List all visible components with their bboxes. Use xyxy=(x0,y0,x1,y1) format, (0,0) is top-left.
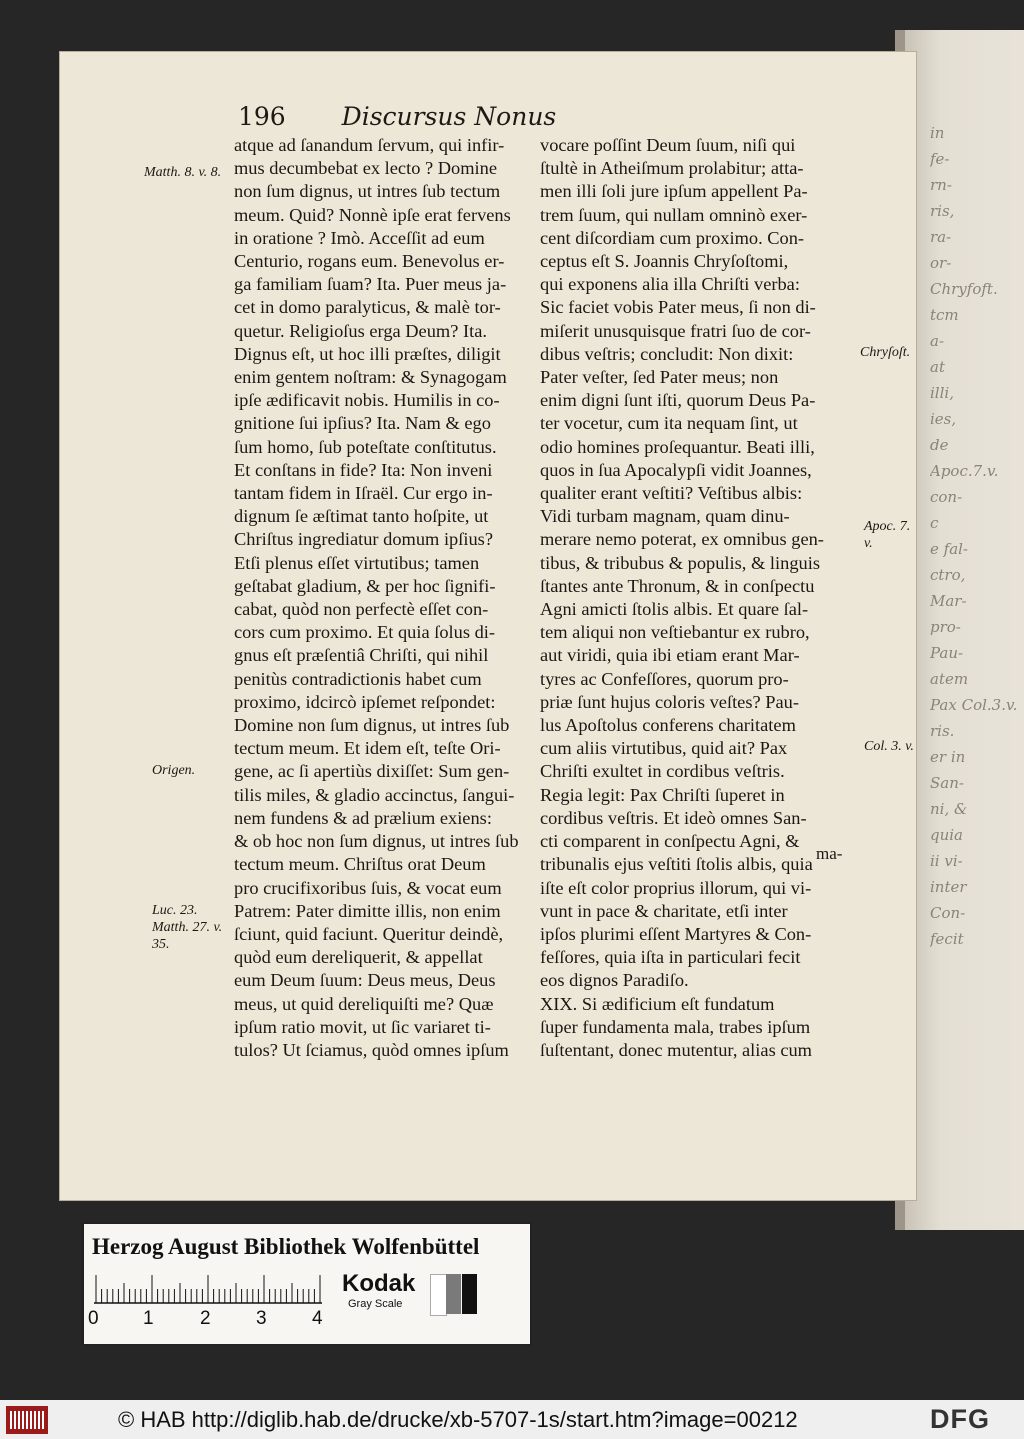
ghost-text-line: inter xyxy=(930,878,967,896)
ghost-text-line: Pau- xyxy=(930,644,964,662)
text-line: tectum meum. Et idem eſt, teſte Ori- xyxy=(234,738,501,759)
text-line: Regia legit: Pax Chriſti ſuperet in xyxy=(540,784,785,805)
page-header xyxy=(238,102,556,131)
ghost-text-line: illi, xyxy=(930,384,954,402)
text-line: eos dignos Paradiſo. xyxy=(540,970,689,991)
library-color-card xyxy=(82,1222,532,1346)
margin-note-origen: Origen. xyxy=(152,763,196,778)
text-line: XIX. Si ædificium eſt fundatum xyxy=(540,993,775,1014)
text-line: Sic faciet vobis Pater meus, ſi non di- xyxy=(540,297,816,318)
text-line: cordibus veſtris. Et ideò omnes San- xyxy=(540,807,807,828)
text-line: pro crucifixoribus ſuis, & vocat eum xyxy=(234,877,502,898)
text-line: ga familiam ſuam? Ita. Puer meus ja- xyxy=(234,274,507,295)
text-line: aut viridi, quia ibi etiam erant Mar- xyxy=(540,645,800,666)
ghost-text-line: a- xyxy=(930,332,945,350)
ruler-scale xyxy=(94,1274,324,1304)
text-line: tilis miles, & gladio accinctus, ſangui- xyxy=(234,784,515,805)
text-line: tibus, & tribubus & populis, & linguis xyxy=(540,552,820,573)
ghost-text-line: rn- xyxy=(930,176,952,194)
text-line: odio homines proſequantur. Beati illi, xyxy=(540,436,815,457)
ghost-text-line: or- xyxy=(930,254,952,272)
text-line: Patrem: Pater dimitte illis, non enim xyxy=(234,900,501,921)
text-line: quetur. Religioſus erga Deum? Ita. xyxy=(234,320,487,341)
text-line: meum. Quid? Nonnè ipſe erat fervens xyxy=(234,204,511,225)
text-line: gene, ac ſi apertiùs dixiſſet: Sum gen- xyxy=(234,761,510,782)
ghost-text-line: tcm xyxy=(930,306,959,324)
text-line: miſerit unusquisque fratri ſuo de cor- xyxy=(540,320,811,341)
margin-note-col: Col. 3. v. xyxy=(864,739,914,754)
text-line: Et conſtans in fide? Ita: Non inveni xyxy=(234,459,493,480)
text-line: in oratione ? Imò. Acceſſit ad eum xyxy=(234,227,485,248)
text-line: Pater veſter, ſed Pater meus; non xyxy=(540,367,779,388)
gray-swatch xyxy=(446,1274,461,1314)
ghost-text-line: fecit xyxy=(930,930,964,948)
text-line: nem fundens & ad prælium exiens: xyxy=(234,807,492,828)
text-line: quos in ſua Apocalypſi vidit Joannes, xyxy=(540,459,812,480)
ghost-text-line: at xyxy=(930,358,945,376)
text-line: geſtabat gladium, & per hoc ſignifi- xyxy=(234,575,496,596)
ghost-text-line: ctro, xyxy=(930,566,966,584)
text-line: ſuper fundamenta mala, trabes ipſum xyxy=(540,1016,811,1037)
text-line: quòd eum dereliquerit, & appellat xyxy=(234,947,483,968)
ghost-text-line: c xyxy=(930,514,939,532)
ghost-text-line: pro- xyxy=(930,618,961,636)
text-line: tyres ac Confeſſores, quorum pro- xyxy=(540,668,789,689)
dfg-logo: DFG xyxy=(930,1404,990,1434)
ghost-text-line: fe- xyxy=(930,150,950,168)
ghost-text-line: de xyxy=(930,436,949,454)
text-line: meus, ut quid dereliquiſti me? Quæ xyxy=(234,993,494,1014)
ghost-text-line: ii vi- xyxy=(930,852,963,870)
text-line: vunt in pace & charitate, etſi inter xyxy=(540,900,788,921)
text-line: Vidi turbam magnam, quam dinu- xyxy=(540,506,790,527)
text-line: enim digni ſunt iſti, quorum Deus Pa- xyxy=(540,390,816,411)
text-line: ipſos plurimi eſſent Martyres & Con- xyxy=(540,923,812,944)
text-line: & ob hoc non ſum dignus, ut intres ſub xyxy=(234,831,519,852)
ghost-text-line: e fal- xyxy=(930,540,969,558)
text-line: ſtultè in Atheiſmum prolabitur; atta- xyxy=(540,158,804,179)
text-line: ipſe ædificavit nobis. Humilis in co- xyxy=(234,390,500,411)
ruler-number: 0 xyxy=(88,1308,99,1329)
ghost-text-line: ni, & xyxy=(930,800,968,818)
ghost-text-line: Pax Col.3.v. xyxy=(930,696,1018,714)
hab-logo-icon xyxy=(6,1406,48,1434)
ghost-text-line: ies, xyxy=(930,410,957,428)
text-line: dignum ſe æſtimat tanto hoſpite, ut xyxy=(234,506,489,527)
text-line: ſciunt, quid faciunt. Queritur deindè, xyxy=(234,923,504,944)
text-line: cti comparent in conſpectu Agni, & xyxy=(540,831,800,852)
text-line: iſte eſt color proprius illorum, qui vi- xyxy=(540,877,812,898)
text-line: tantam fidem in Iſraël. Cur ergo in- xyxy=(234,483,493,504)
text-line: enim gentem noſtram: & Synagogam xyxy=(234,367,507,388)
text-line: tulos? Ut ſciamus, quòd omnes ipſum xyxy=(234,1039,509,1060)
text-line: ſuſtentant, donec mutentur, alias cum xyxy=(540,1039,812,1060)
left-text-column xyxy=(234,134,534,1062)
text-line: qualiter erant veſtiti? Veſtibus albis: xyxy=(540,483,803,504)
catchword: ma- xyxy=(816,844,843,863)
ghost-text-line: er in xyxy=(930,748,966,766)
text-line: Centurio, rogans eum. Benevolus er- xyxy=(234,251,505,272)
gray-swatch xyxy=(462,1274,477,1314)
text-line: tectum meum. Chriſtus orat Deum xyxy=(234,854,486,875)
ghost-text-line: San- xyxy=(930,774,964,792)
text-line: Domine non ſum dignus, ut intres ſub xyxy=(234,715,510,736)
text-line: lus Apoſtolus conferens charitatem xyxy=(540,715,796,736)
text-line: gnus eſt præſentiâ Chriſti, qui nihil xyxy=(234,645,489,666)
library-name: Herzog August Bibliothek Wolfenbüttel xyxy=(92,1234,480,1259)
right-text-column xyxy=(540,134,843,1062)
footer-bar xyxy=(0,1400,1024,1439)
text-line: men illi ſoli jure ipſum appellent Pa- xyxy=(540,181,808,202)
right-page-ghost-text xyxy=(930,120,1024,1020)
text-line: cet in domo paralyticus, & malè tor- xyxy=(234,297,501,318)
margin-note-luc: Luc. 23. Matth. 27. v. 35. xyxy=(152,903,223,952)
text-line: tribunalis ejus veſtiti ſtolis albis, quia xyxy=(540,854,813,875)
ghost-text-line: Con- xyxy=(930,904,966,922)
running-title: Discursus Nonus xyxy=(341,102,557,131)
text-line: ſum homo, ſub poteſtate conſtitutus. xyxy=(234,436,497,457)
text-line: qui exponens alia illa Chriſti verba: xyxy=(540,274,800,295)
text-line: Etſi plenus eſſet virtutibus; tamen xyxy=(234,552,480,573)
ghost-text-line: Chryfoft. xyxy=(930,280,998,298)
text-line: ceptus eſt S. Joannis Chryſoſtomi, xyxy=(540,251,789,272)
text-line: Chriſtus ingrediatur domum ipſius? xyxy=(234,529,493,550)
margin-note-chrysost: Chryſoſt. xyxy=(860,345,911,360)
ruler-number: 1 xyxy=(143,1308,154,1329)
ghost-text-line: Mar- xyxy=(930,592,967,610)
text-line: priæ ſunt hujus coloris veſtes? Pau- xyxy=(540,691,799,712)
ruler-number: 2 xyxy=(200,1308,211,1329)
text-line: proximo, idcircò ipſemet reſpondet: xyxy=(234,691,496,712)
text-line: feſſores, quia iſta in particulari fecit xyxy=(540,947,801,968)
text-line: ipſum ratio movit, ut ſic variaret ti- xyxy=(234,1016,491,1037)
text-line: Dignus eſt, ut hoc illi præſtes, diligit xyxy=(234,343,501,364)
page-number: 196 xyxy=(238,102,286,131)
text-line: ter vocetur, cum ita nequam ſint, ut xyxy=(540,413,798,434)
text-line: cabat, quòd non perfectè eſſet con- xyxy=(234,599,489,620)
ruler-number: 3 xyxy=(256,1308,267,1329)
text-line: vocare poſſint Deum ſuum, niſi qui xyxy=(540,135,796,155)
gray-swatch xyxy=(430,1274,447,1316)
text-line: cent diſcordiam cum proximo. Con- xyxy=(540,227,805,248)
text-line: Chriſti exultet in cordibus veſtris. xyxy=(540,761,785,782)
ghost-text-line: in xyxy=(930,124,945,142)
text-line: eum Deum ſuum: Deus meus, Deus xyxy=(234,970,496,991)
ghost-text-line: con- xyxy=(930,488,963,506)
text-line: tem aliqui non veſtiebantur ex rubro, xyxy=(540,622,810,643)
ghost-text-line: Apoc.7.v. xyxy=(930,462,999,480)
ghost-text-line: ris, xyxy=(930,202,955,220)
margin-note-matth8: Matth. 8. v. 8. xyxy=(144,165,222,180)
text-line: atque ad ſanandum ſervum, qui infir- xyxy=(234,135,505,155)
margin-note-apoc: Apoc. 7. v. xyxy=(864,519,911,551)
footer-copyright-link[interactable]: © HAB http://diglib.hab.de/drucke/xb-5707-1s/start.htm?image=00212 xyxy=(118,1407,798,1432)
text-line: Agni amicti ſtolis albis. Et quare ſal- xyxy=(540,599,809,620)
ghost-text-line: atem xyxy=(930,670,969,688)
text-line: trem ſuum, qui nullam omninò exer- xyxy=(540,204,808,225)
text-line: merare nemo poterat, ex omnibus gen- xyxy=(540,529,824,550)
text-line: cum aliis virtutibus, quid ait? Pax xyxy=(540,738,788,759)
text-line: gnitione ſui ipſius? Ita. Nam & ego xyxy=(234,413,491,434)
ghost-text-line: ris. xyxy=(930,722,955,740)
text-line: cors cum proximo. Et quia ſolus di- xyxy=(234,622,496,643)
ghost-text-line: ra- xyxy=(930,228,952,246)
text-line: ſtantes ante Thronum, & in conſpectu xyxy=(540,575,815,596)
text-line: mus decumbebat ex lecto ? Domine xyxy=(234,158,498,179)
ghost-text-line: quia xyxy=(930,826,964,844)
text-line: dibus veſtris; concludit: Non dixit: xyxy=(540,343,794,364)
text-line: non ſum dignus, ut intres ſub tectum xyxy=(234,181,501,202)
gray-scale-label: Gray Scale xyxy=(348,1298,403,1310)
kodak-brand: Kodak xyxy=(342,1270,416,1297)
book-page xyxy=(60,52,916,1200)
ruler-number: 4 xyxy=(312,1308,323,1329)
text-line: penitùs contradictionis habet cum xyxy=(234,668,482,689)
